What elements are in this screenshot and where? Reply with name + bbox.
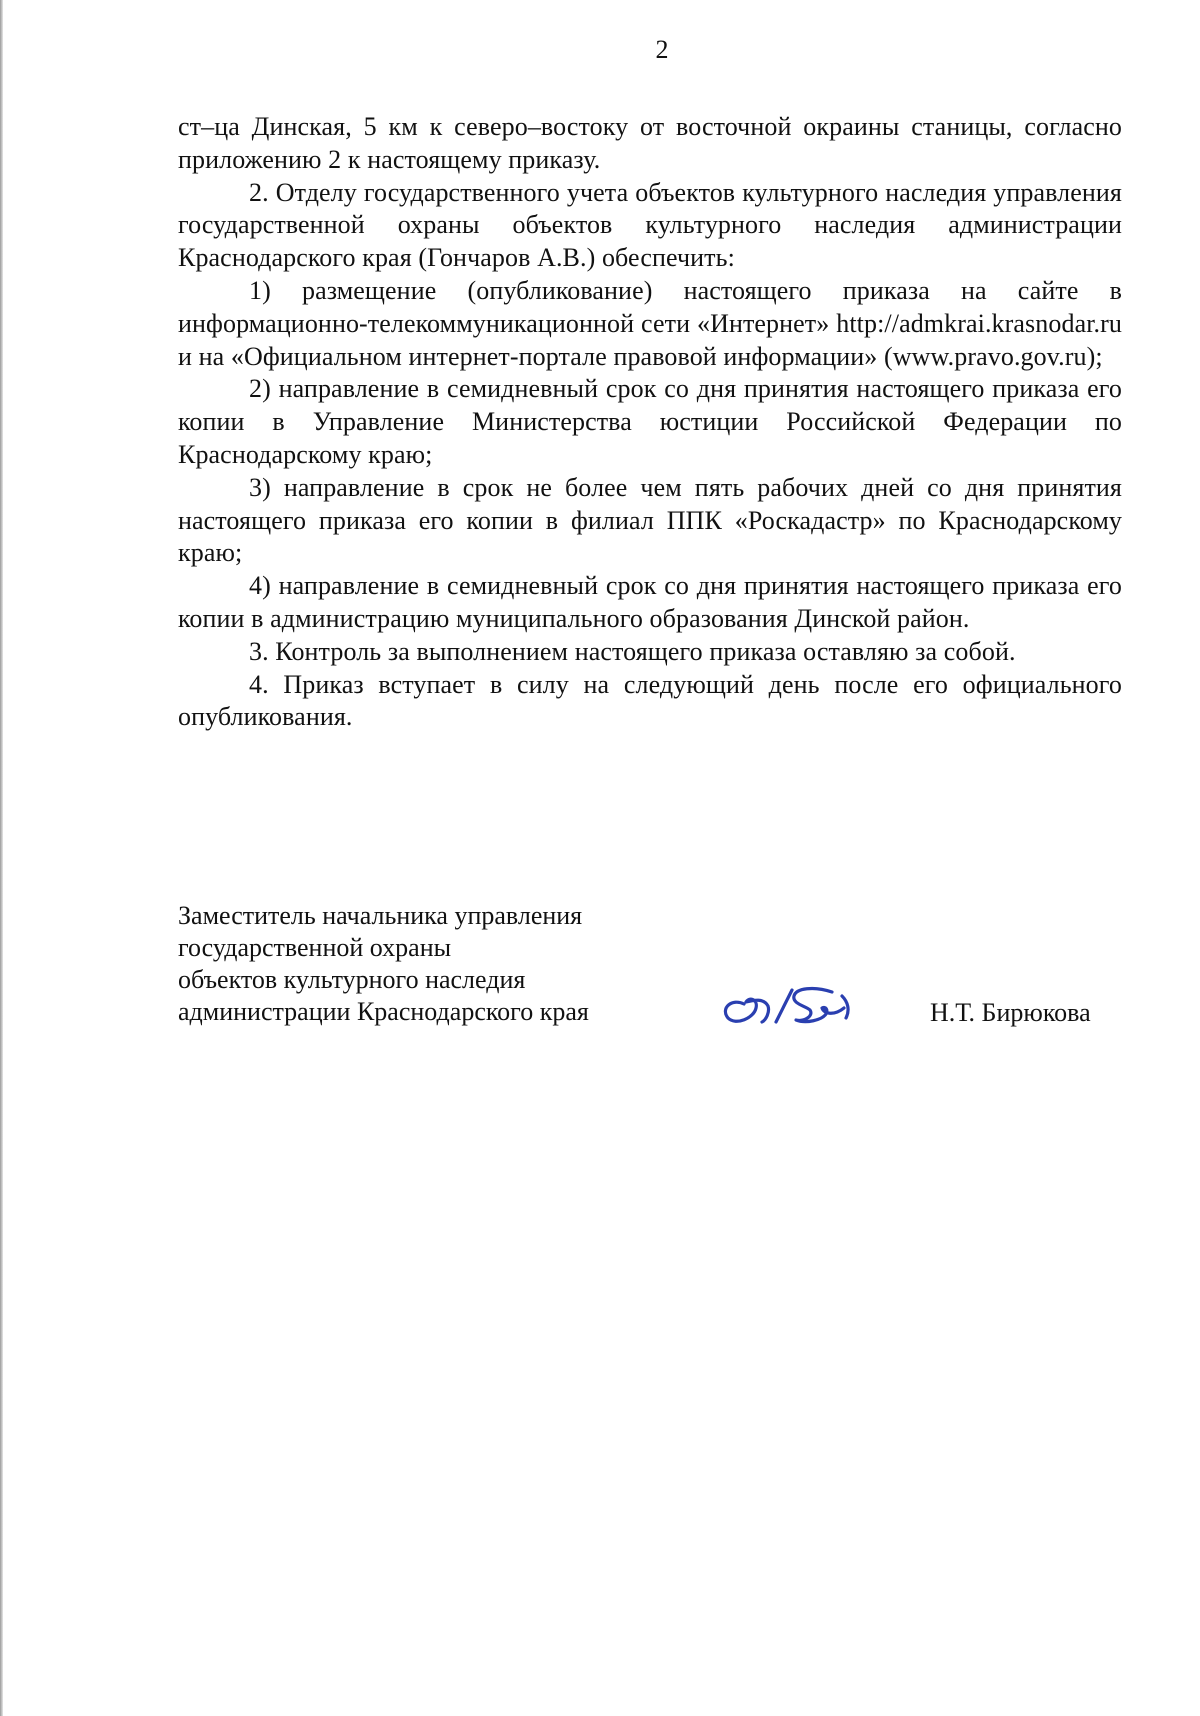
- paragraph-item-2: 2. Отделу государственного учета объектов культурного наследия управления государственной охраны объектов культурного наследия администрации Краснодарского края (Гончаров А.В.) обеспечить:: [178, 177, 1122, 273]
- paragraph-subitem-4: 4) направление в семидневный срок со дня принятия настоящего приказа его копии в администрацию муниципального образования Динской район.: [178, 571, 1122, 633]
- paragraph-subitem-1: 1) размещение (опубликование) настоящего приказа на сайте в информационно-телекоммуникационной сети «Интернет» http://admkrai.krasnodar.ru и на «Официальном интернет-портале правовой информации» (www.pravo.gov.ru);: [178, 275, 1122, 371]
- order-body: [178, 111, 1122, 734]
- signatory-title-line: администрации Краснодарского края: [178, 997, 589, 1026]
- handwritten-signature: [714, 974, 864, 1034]
- signatory-title: [178, 900, 698, 1028]
- paragraph-item-3: 3. Контроль за выполнением настоящего приказа оставляю за собой.: [249, 636, 1016, 666]
- signatory-title-line: государственной охраны: [178, 933, 452, 962]
- paragraph-item-4: 4. Приказ вступает в силу на следующий день после его официального опубликования.: [178, 669, 1122, 732]
- signatory-title-line: Заместитель начальника управления: [178, 901, 583, 930]
- signatory-title-line: объектов культурного наследия: [178, 965, 526, 994]
- scan-edge-shadow: [0, 0, 3, 1716]
- paragraph-continuation: ст–ца Динская, 5 км к северо–востоку от восточной окраины станицы, согласно приложению 2 к настоящему приказу.: [178, 112, 1122, 174]
- signature-block: [178, 900, 1122, 1040]
- paragraph-subitem-2: 2) направление в семидневный срок со дня принятия настоящего приказа его копии в Управление Министерства юстиции Российской Федерации по Краснодарскому краю;: [178, 374, 1122, 469]
- paragraph-subitem-3: 3) направление в срок не более чем пять рабочих дней со дня принятия настоящего приказа его копии в филиал ППК «Роскадастр» по Краснодарскому краю;: [178, 472, 1122, 568]
- page-number: 2: [655, 35, 669, 64]
- signatory-name: Н.Т. Бирюкова: [930, 998, 1091, 1027]
